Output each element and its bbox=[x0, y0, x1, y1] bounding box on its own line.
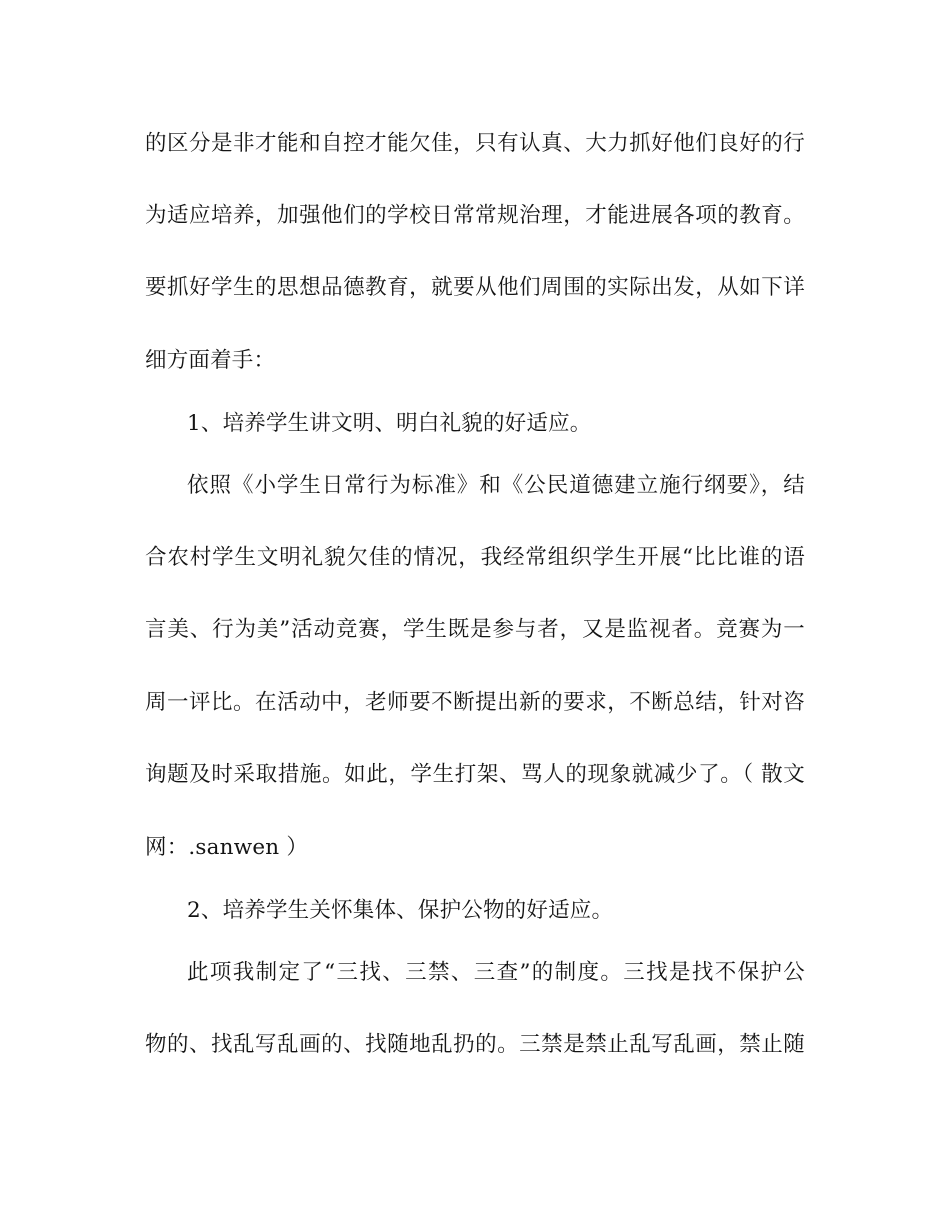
text-line-1: 的区分是非才能和自控才能欠佳，只有认真、大力抓好他们良好的行 bbox=[145, 131, 805, 156]
text-line-10: 询题及时采取措施。如此，学生打架、骂人的现象就减少了。（ 散文 bbox=[145, 762, 805, 787]
list-item-1-heading: 1、培养学生讲文明、明白礼貌的好适应。 bbox=[187, 411, 592, 436]
text-line-4: 细方面着手： bbox=[145, 348, 276, 373]
text-line-7: 合农村学生文明礼貌欠佳的情况，我经常组织学生开展“比比谁的语 bbox=[145, 545, 805, 570]
list-item-2-heading: 2、培养学生关怀集体、保护公物的好适应。 bbox=[187, 898, 614, 923]
text-line-3: 要抓好学生的思想品德教育，就要从他们周围的实际出发，从如下详 bbox=[145, 275, 805, 300]
text-line-11-source: 网：.sanwen ） bbox=[145, 835, 309, 860]
text-line-14: 物的、找乱写乱画的、找随地乱扔的。三禁是禁止乱写乱画，禁止随 bbox=[145, 1032, 805, 1057]
text-line-13: 此项我制定了“三找、三禁、三查”的制度。三找是找不保护公 bbox=[187, 960, 805, 985]
text-line-8: 言美、行为美”活动竞赛，学生既是参与者，又是监视者。竞赛为一 bbox=[145, 617, 805, 642]
text-line-9: 周一评比。在活动中，老师要不断提出新的要求，不断总结，针对咨 bbox=[145, 690, 805, 715]
text-line-2: 为适应培养，加强他们的学校日常常规治理，才能进展各项的教育。 bbox=[145, 203, 805, 228]
text-line-6: 依照《小学生日常行为标准》和《公民道德建立施行纲要》，结 bbox=[187, 473, 805, 498]
